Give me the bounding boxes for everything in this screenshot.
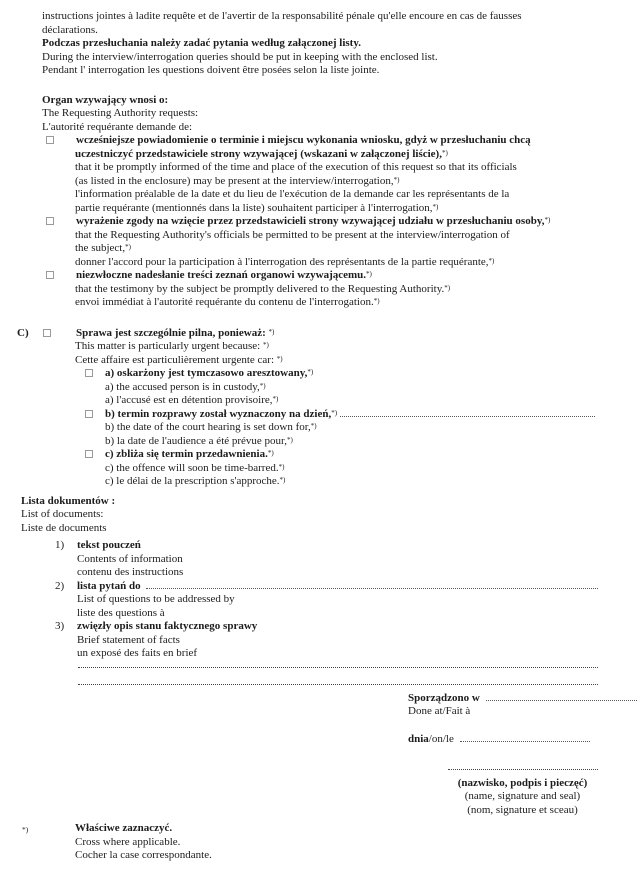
footnote-ref: *) [544, 216, 551, 224]
text: instructions jointes à ladite requête et de l'avertir de la responsabilité pénale qu'elle encoure en cas de fausses [42, 10, 522, 22]
checkbox-option-line [0, 448, 642, 462]
spacer [0, 78, 642, 94]
text-bold: c) zbliża się termin przedawnienia. [105, 448, 268, 460]
text-bold: Sprawa jest szczególnie pilna, ponieważ: [76, 326, 269, 339]
footnote-ref: *) [287, 435, 293, 444]
text: contenu des instructions [77, 566, 184, 578]
footnote-ref: *) [278, 462, 285, 471]
text: b) the date of the court hearing is set down for, [105, 421, 311, 433]
spacer [0, 310, 642, 327]
form-line [0, 692, 642, 706]
form-line [0, 188, 642, 202]
text: Done at/Fait à [408, 705, 471, 717]
text: This matter is particularly urgent because: [75, 340, 263, 352]
form-line [0, 381, 642, 395]
form-line [0, 763, 642, 777]
text-bold: uczestniczyć przedstawiciele strony wzywającej (wskazani w załączonej liście), [75, 147, 442, 160]
text: Cross where applicable. [75, 835, 181, 848]
text-bold: Organ wzywający wnosi o: [42, 93, 169, 106]
text: that the Requesting Authority's officials be permitted to be present at the interview/interrogation of [75, 228, 510, 241]
text: List of questions to be addressed by [77, 593, 235, 605]
footnote-ref: *) [366, 270, 372, 278]
footnote-ref: *) [262, 341, 269, 349]
text: Liste de documents [21, 521, 107, 534]
text: liste des questions à [77, 606, 165, 619]
footnote-ref: *) [259, 381, 266, 390]
form-line [0, 647, 642, 661]
form-line [0, 733, 642, 747]
form-line [0, 634, 642, 648]
text: partie requérante (mentionnés dans la liste) souhaitent participer à l'interrogation, [75, 201, 433, 214]
form-line [0, 229, 642, 243]
dotted-fill-line [0, 667, 642, 668]
dot-leader [486, 700, 637, 701]
checkbox-option-line [0, 134, 642, 148]
form-line [0, 804, 642, 818]
text-bold: tekst pouczeń [77, 539, 141, 551]
text: Brief statement of facts [77, 633, 180, 646]
text-bold: a) oskarżony jest tymczasowo aresztowany, [105, 367, 308, 379]
form-line [0, 37, 642, 51]
form-line [0, 777, 642, 791]
footnote-ref: *) [444, 283, 451, 292]
text: c) the offence will soon be time-barred. [105, 461, 279, 474]
footnote-ref: *) [393, 175, 400, 184]
text-bold: Lista dokumentów : [21, 494, 116, 507]
text: (name, signature and seal) [464, 790, 581, 802]
checkbox-option-line [0, 215, 642, 229]
form-line [0, 822, 642, 836]
text: Pendant l' interrogation les questions doivent être posées selon la liste jointe. [42, 64, 380, 76]
form-line [0, 10, 642, 24]
footnote-ref: *) [441, 148, 448, 157]
form-line [0, 849, 642, 863]
text-bold: wyrażenie zgody na wzięcie przez przedstawicieli strony wzywającej udziału w przesłuchaniu osoby, [76, 215, 545, 227]
text-bold: (nazwisko, podpis i pieczęć) [457, 776, 588, 789]
form-line [0, 566, 642, 580]
checkbox-option-line [0, 408, 642, 422]
dot-leader [78, 684, 598, 685]
list-number: 2) [55, 579, 65, 592]
text: L'autorité requérante demande de: [42, 120, 193, 133]
text-bold: dnia [408, 732, 429, 745]
footnote-marker: *) [22, 825, 29, 834]
text: a) l'accusé est en détention provisoire, [105, 394, 273, 406]
text: Cette affaire est particulièrement urgente car: [75, 353, 277, 366]
form-line [0, 242, 642, 256]
form-line [0, 620, 642, 634]
form-line [0, 94, 642, 108]
footnote-ref: *) [125, 243, 131, 251]
form-line [0, 121, 642, 135]
footnote-ref: *) [279, 476, 286, 484]
checkbox[interactable] [85, 410, 93, 418]
text: List of documents: [21, 508, 104, 520]
form-line [0, 175, 642, 189]
form-line [0, 51, 642, 65]
footnote-ref: *) [267, 449, 274, 457]
form-line [0, 593, 642, 607]
list-number: 3) [55, 620, 65, 632]
form-line [0, 394, 642, 408]
form-line [0, 522, 642, 536]
text-bold: Podczas przesłuchania należy zadać pytania według załączonej listy. [42, 37, 361, 49]
form-line [0, 607, 642, 621]
signature-line [448, 768, 598, 770]
form-line [0, 421, 642, 435]
footnote-ref: *) [488, 256, 495, 265]
text-bold: niezwłoczne nadesłanie treści zeznań organowi wzywającemu. [76, 269, 367, 281]
form-line [0, 435, 642, 449]
text: that the testimony by the subject be promptly delivered to the Requesting Authority. [75, 282, 445, 295]
checkbox[interactable] [43, 329, 51, 337]
form-line [0, 790, 642, 804]
dotted-fill-line [0, 684, 642, 685]
text: The Requesting Authority requests: [42, 107, 199, 119]
text-bold: zwięzły opis stanu faktycznego sprawy [77, 620, 258, 632]
checkbox-option-line [0, 367, 642, 381]
text: (nom, signature et sceau) [467, 803, 578, 816]
form-line [0, 354, 642, 368]
footnote-ref: *) [272, 395, 279, 403]
text-bold: Sporządzono w [408, 691, 483, 704]
text: l'information préalable de la date et du lieu de l'exécution de la demande car les représentants de la [75, 188, 510, 200]
form-line [0, 836, 642, 850]
text: the subject, [75, 242, 126, 254]
text: b) la date de l'audience a été prévue pour, [105, 434, 288, 447]
form-line [0, 553, 642, 567]
footnote-ref: *) [268, 327, 275, 336]
text-bold: b) termin rozprawy został wyznaczony na dzień, [105, 407, 332, 420]
form-line [0, 256, 642, 270]
footnote-ref: *) [310, 422, 317, 430]
checkbox[interactable] [85, 450, 93, 458]
form-line [0, 161, 642, 175]
footnote-ref: *) [331, 408, 338, 417]
text: Cocher la case correspondante. [75, 849, 212, 861]
text: donner l'accord pour la participation à l'interrogation des représentants de la partie requérante, [75, 255, 489, 268]
section-label: C) [17, 326, 29, 339]
text-bold: lista pytań do [77, 579, 144, 592]
checkbox-option-line [0, 327, 642, 341]
form-line [0, 148, 642, 162]
form-line [0, 462, 642, 476]
footnote-ref: *) [432, 202, 439, 211]
text: a) the accused person is in custody, [105, 380, 260, 393]
text: Contents of information [77, 552, 183, 565]
footnote-ref: *) [373, 297, 380, 305]
text: /on/le [428, 732, 457, 745]
text: c) le délai de la prescription s'approche. [105, 475, 280, 487]
text: During the interview/interrogation queries should be put in keeping with the enclosed list. [42, 50, 438, 63]
form-line [0, 705, 642, 719]
text: envoi immédiat à l'autorité requérante du contenu de l'interrogation. [75, 296, 374, 308]
text-bold: Właściwe zaznaczyć. [75, 822, 173, 834]
text: that it be promptly informed of the time and place of the execution of this request so that its officials [75, 161, 517, 173]
form-line [0, 340, 642, 354]
footnote-ref: *) [307, 368, 314, 376]
text: (as listed in the enclosure) may be present at the interview/interrogation, [75, 174, 394, 187]
dot-leader [78, 667, 598, 668]
form-line [0, 24, 642, 38]
text: un exposé des faits en brief [77, 647, 198, 659]
form-line [0, 495, 642, 509]
form-line [0, 580, 642, 594]
dot-leader [340, 416, 595, 417]
form-line [0, 475, 642, 489]
spacer [0, 719, 642, 733]
text: déclarations. [42, 23, 98, 36]
form-line [0, 296, 642, 310]
form-line [0, 283, 642, 297]
text-bold: wcześniejsze powiadomienie o terminie i miejscu wykonania wniosku, gdyż w przesłuchaniu chcą [76, 134, 531, 146]
form-line [0, 107, 642, 121]
form-line [0, 202, 642, 216]
dot-leader [146, 588, 598, 589]
checkbox[interactable] [46, 271, 54, 279]
list-number: 1) [55, 539, 65, 551]
form-line [0, 508, 642, 522]
spacer [0, 746, 642, 763]
checkbox[interactable] [85, 369, 93, 377]
form-line [0, 64, 642, 78]
footnote-ref: *) [276, 354, 283, 363]
form-line [0, 539, 642, 553]
dot-leader [460, 741, 590, 742]
checkbox[interactable] [46, 136, 54, 144]
checkbox-option-line [0, 269, 642, 283]
checkbox[interactable] [46, 217, 54, 225]
